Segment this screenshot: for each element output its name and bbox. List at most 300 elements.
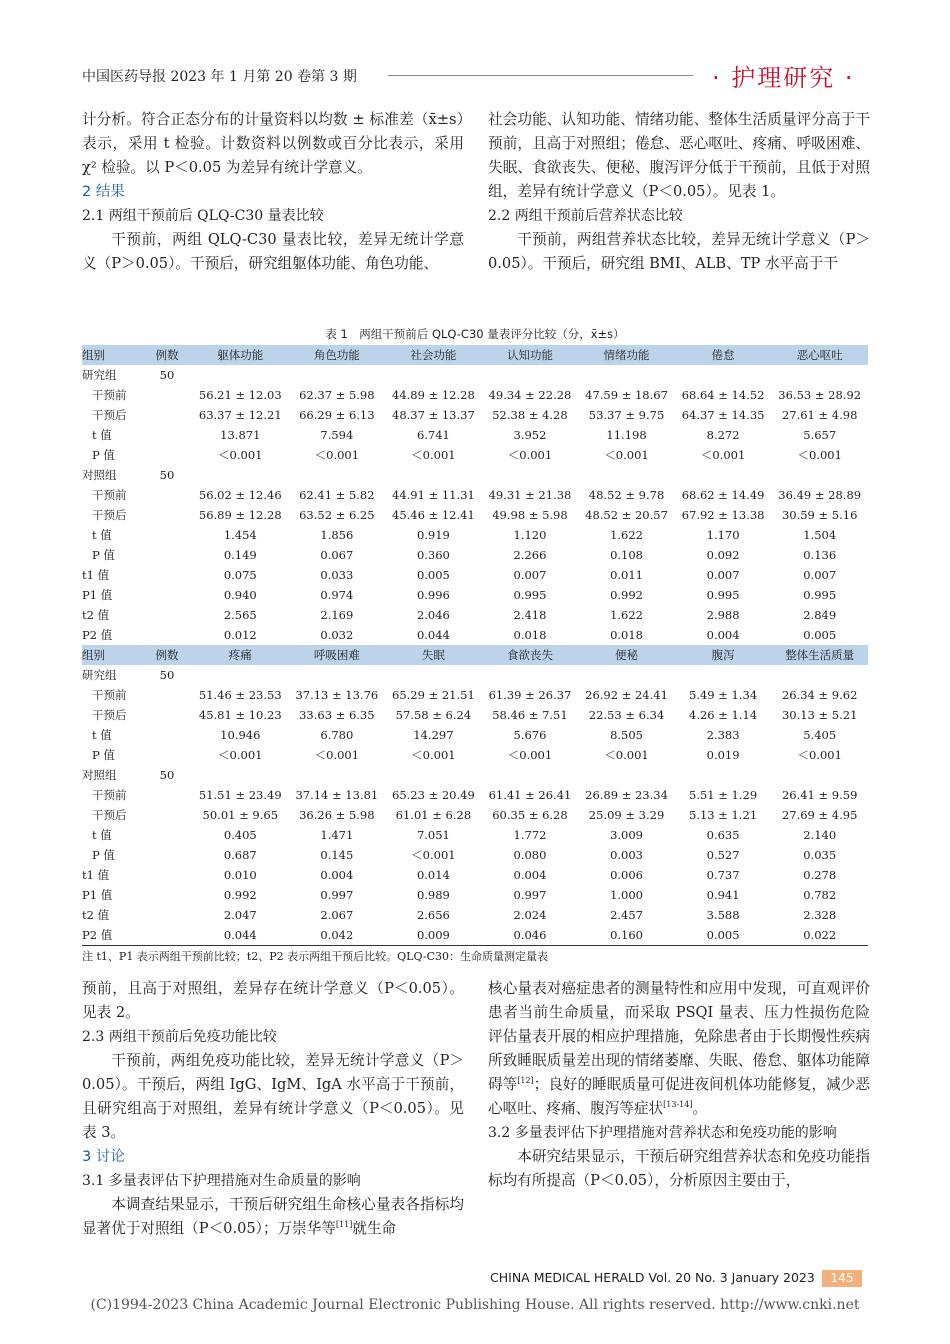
- paragraph-immune: 干预前，两组免疫功能比较，差异无统计学意义（P＞0.05）。干预后，两组 IgG、IgM、IgA 水平高于干预前，且研究组高于对照组，差异有统计学意义（P＜0.05）。见表 3。: [82, 1052, 464, 1141]
- table-cell: [482, 765, 579, 785]
- table-cell: 2.328: [803, 908, 837, 922]
- table-cell: 61.41 ± 26.41: [488, 788, 572, 802]
- journal-issue-info: 中国医药导报 2023 年 1 月第 20 卷第 3 期: [82, 69, 357, 85]
- discussion-text-a: 核心量表对癌症患者的测量特性和应用中发现，可直观评价患者当前生命质量，而采取 PSQI 量表、压力性损伤危险评估量表开展的相应护理措施，免除患者由于长期慢性疾病所致睡眠质量差出现的情绪萎靡、失眠、倦怠、躯体功能障碍等: [488, 980, 870, 1093]
- table-cell: 10.946: [220, 728, 261, 742]
- discussion-text: 本调查结果显示，干预后研究组生命核心量表各指标均显著优于对照组（P＜0.05）；万崇华等: [82, 1196, 464, 1237]
- table-cell: 6.741: [416, 428, 450, 442]
- table-row: [82, 765, 868, 785]
- table-row: [82, 865, 868, 885]
- table-header-cell: 倦怠: [675, 345, 772, 365]
- table-cell: 5.49 ± 1.34: [689, 688, 758, 702]
- table-cell: 0.005: [675, 925, 772, 946]
- table-cell: [385, 765, 482, 785]
- table-cell: 1.622: [610, 608, 643, 622]
- table-cell: 0.687: [223, 848, 257, 862]
- row-label: 干预后: [92, 508, 127, 522]
- table-cell: 26.89 ± 23.34: [585, 788, 668, 802]
- table-cell: 52.38 ± 4.28: [492, 408, 568, 422]
- row-label: 对照组: [82, 768, 117, 782]
- table-header-cell: 整体生活质量: [771, 645, 868, 665]
- table-cell: [142, 705, 192, 725]
- row-label: P2 值: [82, 925, 142, 946]
- table-cell: 0.035: [803, 848, 837, 862]
- citation-ref-12: [12]: [517, 1076, 534, 1086]
- table-cell: 27.69 ± 4.95: [781, 808, 858, 822]
- table-row: [82, 425, 868, 445]
- table-cell: 5.405: [803, 728, 837, 742]
- top-left-column: [82, 108, 464, 276]
- table-cell: ＜0.001: [604, 448, 649, 462]
- table-cell: 0.018: [610, 628, 643, 642]
- table-cell: [771, 365, 868, 385]
- table-cell: 5.657: [803, 428, 837, 442]
- paragraph-qlq-continued: 社会功能、认知功能、情绪功能、整体生活质量评分高于干预前，且高于对照组；倦怠、恶心呕吐、疼痛、呼吸困难、失眠、食欲丧失、便秘、腹泻评分低于干预前，且低于对照组，差异有统计学意义（P＜0.05）。见表 1。: [488, 111, 870, 200]
- top-right-column: [488, 108, 870, 276]
- table-cell: 48.37 ± 13.37: [392, 408, 475, 422]
- paragraph-statistics: 计分析。符合正态分布的计量资料以均数 ± 标准差（x̄±s）表示，采用 t 检验。计数资料以例数或百分比表示，采用 χ² 检验。以 P＜0.05 为差异有统计学意义。: [82, 111, 464, 176]
- row-label: 干预前: [92, 688, 127, 702]
- table-cell: [675, 665, 772, 685]
- table-row: [82, 525, 868, 545]
- table-cell: 50: [159, 668, 175, 682]
- table-cell: [142, 905, 192, 925]
- row-label: t2 值: [82, 908, 110, 922]
- table-header-cell: 失眠: [385, 645, 482, 665]
- table-cell: 68.62 ± 14.49: [681, 488, 765, 502]
- table-cell: ＜0.001: [411, 748, 456, 762]
- table-cell: 2.988: [706, 608, 740, 622]
- row-label: 对照组: [82, 468, 117, 482]
- header-divider: [388, 75, 693, 76]
- table-cell: 0.022: [771, 925, 868, 946]
- table-cell: [385, 365, 482, 385]
- table-cell: 0.044: [192, 925, 289, 946]
- table-cell: [192, 765, 289, 785]
- table-cell: 2.169: [320, 608, 354, 622]
- row-label: t1 值: [82, 568, 110, 582]
- table-cell: [142, 825, 192, 845]
- table-cell: 0.737: [706, 868, 740, 882]
- table-cell: [142, 605, 192, 625]
- table-row: [82, 485, 868, 505]
- table-cell: 0.527: [706, 848, 740, 862]
- citation-ref-13-14: [13-14]: [663, 1100, 693, 1110]
- row-label: P1 值: [82, 588, 113, 602]
- table-cell: [142, 585, 192, 605]
- row-label: 研究组: [82, 368, 117, 382]
- page-number: 145: [822, 1270, 862, 1287]
- row-label: t 值: [92, 728, 112, 742]
- table-cell: 51.46 ± 23.53: [198, 688, 282, 702]
- table-row: [82, 365, 868, 385]
- paragraph-nutrition-immune: 本研究结果显示，干预后研究组营养状态和免疫功能指标均有所提高（P＜0.05），分析原因主要由于，: [488, 1148, 870, 1189]
- table-cell: [771, 665, 868, 685]
- table-cell: 60.35 ± 6.28: [492, 808, 568, 822]
- table-cell: [289, 465, 386, 485]
- table-cell: 0.080: [513, 848, 547, 862]
- table-cell: 0.782: [803, 888, 837, 902]
- table-cell: 0.405: [223, 828, 257, 842]
- table-cell: 0.005: [803, 628, 837, 642]
- table-cell: 45.46 ± 12.41: [392, 508, 475, 522]
- table-cell: 0.044: [416, 628, 450, 642]
- row-label: t1 值: [82, 868, 110, 882]
- row-label: t 值: [92, 528, 112, 542]
- table-cell: ＜0.001: [411, 848, 456, 862]
- table-cell: 0.145: [320, 848, 354, 862]
- table-cell: [142, 865, 192, 885]
- table-cell: 26.92 ± 24.41: [585, 688, 668, 702]
- table-cell: [385, 665, 482, 685]
- table-row: [82, 925, 868, 946]
- table-cell: 0.011: [610, 568, 643, 582]
- table-cell: 5.676: [513, 728, 547, 742]
- table-row: [82, 565, 868, 585]
- table-cell: 49.34 ± 22.28: [488, 388, 572, 402]
- table-cell: ＜0.001: [797, 748, 842, 762]
- row-label: P1 值: [82, 888, 113, 902]
- section-heading-discussion: 3 讨论: [82, 1149, 125, 1165]
- table-grid: [82, 345, 868, 946]
- bottom-left-column: [82, 977, 464, 1241]
- table-cell: 0.136: [803, 548, 837, 562]
- table-cell: 47.59 ± 18.67: [585, 388, 668, 402]
- table-cell: 50.01 ± 9.65: [202, 808, 279, 822]
- table-cell: [289, 365, 386, 385]
- discussion-text-c: 。: [692, 1100, 708, 1117]
- table-cell: 36.26 ± 5.98: [299, 808, 375, 822]
- table-cell: 2.024: [513, 908, 547, 922]
- table-cell: ＜0.001: [700, 448, 746, 462]
- table-cell: ＜0.001: [411, 448, 456, 462]
- table-cell: ＜0.001: [507, 748, 553, 762]
- table-row: [82, 685, 868, 705]
- table-cell: 22.53 ± 6.34: [588, 708, 665, 722]
- table-cell: 14.297: [413, 728, 454, 742]
- table-cell: [192, 365, 289, 385]
- table-cell: 0.005: [416, 568, 450, 582]
- table-cell: 1.504: [803, 528, 837, 542]
- table-cell: [142, 625, 192, 645]
- table-header-cell: 组别: [82, 345, 142, 365]
- table-cell: 0.995: [513, 588, 547, 602]
- table-cell: 2.849: [803, 608, 837, 622]
- table-cell: 0.092: [706, 548, 740, 562]
- table-cell: 58.46 ± 7.51: [492, 708, 568, 722]
- table-cell: [578, 665, 675, 685]
- table-cell: 0.992: [223, 888, 257, 902]
- table-cell: 0.992: [610, 588, 643, 602]
- row-label: t 值: [92, 828, 112, 842]
- table-cell: 0.006: [610, 868, 643, 882]
- table-cell: 13.871: [220, 428, 261, 442]
- table-1: [82, 326, 868, 964]
- table-cell: 7.594: [320, 428, 354, 442]
- row-label: t2 值: [82, 608, 110, 622]
- table-cell: [289, 765, 386, 785]
- table-cell: 48.52 ± 9.78: [588, 488, 665, 502]
- table-row: [82, 465, 868, 485]
- table-row: [82, 505, 868, 525]
- table-cell: 68.64 ± 14.52: [681, 388, 765, 402]
- table-cell: [142, 785, 192, 805]
- table-row: [82, 885, 868, 905]
- table-cell: 49.98 ± 5.98: [492, 508, 568, 522]
- table-cell: 1.471: [320, 828, 354, 842]
- subheading-3-2: 3.2 多量表评估下护理措施对营养状态和免疫功能的影响: [488, 1125, 837, 1141]
- table-cell: ＜0.001: [604, 748, 649, 762]
- table-header-cell: 社会功能: [385, 345, 482, 365]
- table-header-row: [82, 345, 868, 365]
- table-cell: 0.996: [416, 588, 450, 602]
- table-cell: 2.047: [223, 908, 257, 922]
- table-cell: 64.37 ± 14.35: [681, 408, 765, 422]
- table-cell: 63.37 ± 12.21: [198, 408, 282, 422]
- table-cell: 0.108: [610, 548, 643, 562]
- table-cell: 26.41 ± 9.59: [781, 788, 858, 802]
- table-cell: 61.01 ± 6.28: [395, 808, 472, 822]
- table-cell: ＜0.001: [314, 748, 360, 762]
- table-cell: 2.046: [416, 608, 450, 622]
- table-cell: 2.656: [416, 908, 450, 922]
- row-label: 干预后: [92, 408, 127, 422]
- table-cell: [675, 465, 772, 485]
- table-cell: [142, 725, 192, 745]
- row-label: P 值: [92, 548, 115, 562]
- table-cell: 0.995: [706, 588, 740, 602]
- table-cell: 62.37 ± 5.98: [299, 388, 375, 402]
- table-cell: 36.53 ± 28.92: [778, 388, 862, 402]
- table-cell: 0.012: [223, 628, 257, 642]
- table-cell: 0.033: [320, 568, 354, 582]
- table-cell: ＜0.001: [218, 448, 263, 462]
- table-cell: 1.120: [513, 528, 547, 542]
- table-cell: [192, 665, 289, 685]
- table-cell: 2.266: [513, 548, 547, 562]
- table-cell: 0.004: [513, 868, 547, 882]
- subheading-2-1: 2.1 两组干预前后 QLQ-C30 量表比较: [82, 208, 324, 224]
- table-note: 注 t1、P1 表示两组干预前比较；t2、P2 表示两组干预后比较。QLQ-C30：生命质量测定量表: [82, 950, 548, 963]
- table-row: [82, 605, 868, 625]
- table-cell: ＜0.001: [797, 448, 842, 462]
- table-cell: 0.995: [803, 588, 837, 602]
- table-row: [82, 585, 868, 605]
- table-cell: 51.51 ± 23.49: [198, 788, 282, 802]
- table-cell: 0.635: [706, 828, 740, 842]
- table-cell: 36.49 ± 28.89: [778, 488, 862, 502]
- table-cell: 57.58 ± 6.24: [395, 708, 472, 722]
- table-cell: 0.014: [416, 868, 450, 882]
- table-cell: 26.34 ± 9.62: [781, 688, 858, 702]
- table-cell: 65.29 ± 21.51: [392, 688, 475, 702]
- citation-ref: [11]: [335, 1220, 353, 1230]
- table-cell: [142, 405, 192, 425]
- table-cell: 0.003: [610, 848, 643, 862]
- table-cell: 0.018: [513, 628, 547, 642]
- table-cell: 1.622: [610, 528, 643, 542]
- table-cell: 48.52 ± 20.57: [585, 508, 668, 522]
- table-cell: 50: [159, 368, 175, 382]
- table-cell: [771, 765, 868, 785]
- table-cell: 0.067: [320, 548, 354, 562]
- table-cell: 0.042: [289, 925, 386, 946]
- row-label: 干预前: [92, 788, 127, 802]
- bottom-right-column: [488, 977, 870, 1193]
- table-cell: 0.032: [320, 628, 354, 642]
- table-header-cell: 例数: [142, 345, 192, 365]
- table-cell: [578, 465, 675, 485]
- table-header-cell: 例数: [142, 645, 192, 665]
- table-row: [82, 445, 868, 465]
- table-cell: 2.418: [513, 608, 547, 622]
- table-cell: 3.588: [706, 908, 740, 922]
- table-row: [82, 405, 868, 425]
- table-cell: [385, 465, 482, 485]
- table-row: [82, 545, 868, 565]
- table-header-cell: 组别: [82, 645, 142, 665]
- subheading-3-1: 3.1 多量表评估下护理措施对生命质量的影响: [82, 1173, 361, 1189]
- table-cell: [142, 885, 192, 905]
- table-cell: [142, 505, 192, 525]
- table-cell: 45.81 ± 10.23: [198, 708, 282, 722]
- table-cell: ＜0.001: [314, 448, 360, 462]
- table-header-cell: 认知功能: [482, 345, 579, 365]
- section-heading-results: 2 结果: [82, 184, 125, 200]
- table-cell: [142, 745, 192, 765]
- subheading-2-3: 2.3 两组干预前后免疫功能比较: [82, 1029, 277, 1045]
- table-cell: 1.170: [706, 528, 740, 542]
- table-cell: 66.29 ± 6.13: [299, 408, 375, 422]
- table-cell: [289, 665, 386, 685]
- table-header-cell: 疼痛: [192, 645, 289, 665]
- table-cell: [142, 445, 192, 465]
- row-label: P 值: [92, 448, 115, 462]
- table-cell: 65.23 ± 20.49: [392, 788, 475, 802]
- paragraph-discussion-quality: [82, 1193, 464, 1241]
- table-row: [82, 745, 868, 765]
- table-cell: 0.046: [482, 925, 579, 946]
- table-cell: 0.974: [320, 588, 354, 602]
- table-cell: 0.278: [803, 868, 837, 882]
- table-cell: [482, 665, 579, 685]
- table-cell: 8.272: [706, 428, 740, 442]
- table-cell: 44.89 ± 12.28: [392, 388, 475, 402]
- table-cell: 0.149: [223, 548, 257, 562]
- table-cell: 0.989: [416, 888, 450, 902]
- row-label: P 值: [92, 748, 115, 762]
- table-cell: 44.91 ± 11.31: [392, 488, 475, 502]
- table-cell: 0.941: [706, 888, 740, 902]
- table-cell: [675, 365, 772, 385]
- paragraph-nutrition-continued: 预前，且高于对照组，差异存在统计学意义（P＜0.05）。见表 2。: [82, 980, 464, 1021]
- row-label: 干预后: [92, 708, 127, 722]
- table-cell: 5.13 ± 1.21: [689, 808, 758, 822]
- table-cell: 0.010: [223, 868, 257, 882]
- table-cell: [482, 365, 579, 385]
- table-row: [82, 725, 868, 745]
- paragraph-nutrition: 干预前，两组营养状态比较，差异无统计学意义（P＞0.05）。干预后，研究组 BMI、ALB、TP 水平高于干: [488, 231, 870, 272]
- table-row: [82, 385, 868, 405]
- table-cell: 0.075: [223, 568, 257, 582]
- subheading-2-2: 2.2 两组干预前后营养状态比较: [488, 208, 683, 224]
- table-cell: 2.457: [610, 908, 643, 922]
- table-header-cell: 恶心呕吐: [771, 345, 868, 365]
- table-cell: 1.772: [513, 828, 547, 842]
- table-cell: 50: [159, 768, 175, 782]
- table-cell: 0.919: [416, 528, 450, 542]
- table-cell: 1.000: [610, 888, 643, 902]
- table-cell: 49.31 ± 21.38: [488, 488, 572, 502]
- table-row: [82, 705, 868, 725]
- table-body: [82, 345, 868, 946]
- table-cell: 62.41 ± 5.82: [299, 488, 375, 502]
- table-cell: 53.37 ± 9.75: [588, 408, 665, 422]
- table-cell: 0.007: [513, 568, 547, 582]
- table-cell: 1.454: [223, 528, 257, 542]
- table-cell: 0.007: [706, 568, 740, 582]
- table-cell: 37.13 ± 13.76: [295, 688, 379, 702]
- table-cell: [578, 365, 675, 385]
- table-cell: 2.067: [320, 908, 354, 922]
- table-cell: 8.505: [610, 728, 643, 742]
- table-header-cell: 便秘: [578, 645, 675, 665]
- table-cell: [675, 765, 772, 785]
- table-row: [82, 625, 868, 645]
- table-header-cell: 躯体功能: [192, 345, 289, 365]
- table-cell: [142, 385, 192, 405]
- table-cell: [771, 465, 868, 485]
- table-cell: 0.360: [416, 548, 450, 562]
- table-cell: 25.09 ± 3.29: [588, 808, 665, 822]
- discussion-text-b: ；良好的睡眠质量可促进夜间机体功能修复，减少恶心呕吐、疼痛、腹泻等症状: [488, 1076, 870, 1117]
- row-label: P2 值: [82, 628, 113, 642]
- table-cell: 0.004: [320, 868, 354, 882]
- row-label: t 值: [92, 428, 112, 442]
- table-cell: 7.051: [416, 828, 450, 842]
- row-label: 干预后: [92, 808, 127, 822]
- table-cell: 2.383: [706, 728, 740, 742]
- row-label: P 值: [92, 848, 115, 862]
- table-cell: 2.565: [223, 608, 257, 622]
- table-cell: [142, 685, 192, 705]
- table-cell: 3.952: [513, 428, 547, 442]
- table-cell: ＜0.001: [507, 448, 553, 462]
- table-header-cell: 食欲丧失: [482, 645, 579, 665]
- discussion-text-end: 就生命: [352, 1220, 397, 1237]
- table-cell: ＜0.001: [218, 748, 263, 762]
- table-cell: 0.004: [706, 628, 740, 642]
- table-cell: 30.13 ± 5.21: [781, 708, 858, 722]
- table-cell: 56.02 ± 12.46: [198, 488, 282, 502]
- row-label: 干预前: [92, 388, 127, 402]
- paragraph-discussion-continued: [488, 977, 870, 1121]
- table-cell: 56.21 ± 12.03: [198, 388, 282, 402]
- table-cell: 61.39 ± 26.37: [488, 688, 572, 702]
- row-label: 干预前: [92, 488, 127, 502]
- table-header-cell: 角色功能: [289, 345, 386, 365]
- table-cell: 50: [159, 468, 175, 482]
- table-row: [82, 665, 868, 685]
- table-cell: 37.14 ± 13.81: [295, 788, 379, 802]
- table-cell: [142, 565, 192, 585]
- table-cell: 3.009: [610, 828, 643, 842]
- table-caption: 表 1 两组干预前后 QLQ-C30 量表评分比较（分，x̄±s）: [325, 327, 625, 341]
- table-cell: 0.019: [706, 748, 740, 762]
- table-cell: [142, 845, 192, 865]
- table-row: [82, 845, 868, 865]
- table-cell: [142, 925, 192, 946]
